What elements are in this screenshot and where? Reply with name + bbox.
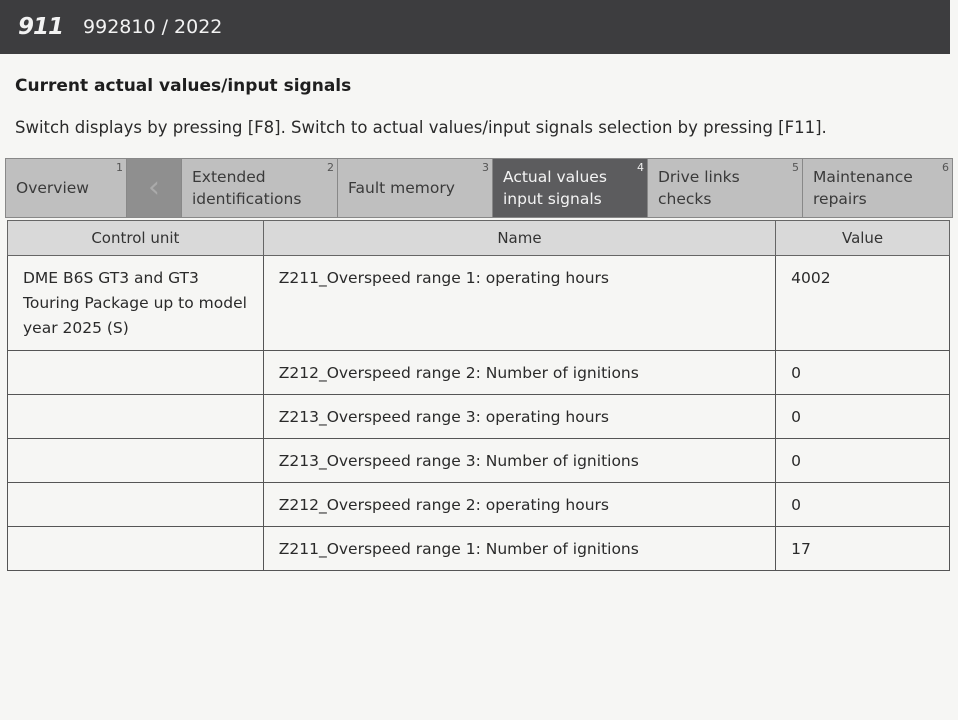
table-row[interactable]	[8, 483, 950, 527]
table-row[interactable]	[8, 351, 950, 395]
column-header-name: Name	[263, 221, 775, 256]
back-tab[interactable]	[127, 158, 182, 218]
signal-name-cell: Z211_Overspeed range 1: operating hours	[263, 256, 775, 351]
header-bar	[0, 0, 950, 54]
table-row[interactable]	[8, 395, 950, 439]
signals-table	[7, 220, 950, 571]
tab-number: 5	[792, 161, 799, 174]
signal-name-cell: Z213_Overspeed range 3: operating hours	[263, 395, 775, 439]
tab-extended-identifications[interactable]	[182, 158, 338, 218]
tab-label: Extended identifications	[192, 167, 302, 208]
instructions-text: Switch displays by pressing [F8]. Switch to actual values/input signals selection by pressing [F11].	[15, 118, 827, 137]
tab-maintenance[interactable]	[803, 158, 953, 218]
signal-value-cell: 4002	[776, 256, 950, 351]
tab-actual-values[interactable]	[493, 158, 648, 218]
tab-fault-memory[interactable]	[338, 158, 493, 218]
signal-name-cell: Z211_Overspeed range 1: Number of ignitions	[263, 527, 775, 571]
tab-label: Fault memory	[348, 178, 455, 197]
control-unit-cell	[8, 395, 264, 439]
control-unit-cell	[8, 527, 264, 571]
tab-label: Overview	[16, 178, 89, 197]
column-header-value: Value	[776, 221, 950, 256]
control-unit-cell	[8, 483, 264, 527]
tab-number: 1	[116, 161, 123, 174]
tab-number: 2	[327, 161, 334, 174]
signal-value-cell: 0	[776, 483, 950, 527]
back-chevron-icon: ‹	[148, 170, 160, 205]
model-logo: 911	[18, 14, 64, 40]
control-unit-cell: DME B6S GT3 and GT3 Touring Package up to model year 2025 (S)	[8, 256, 264, 351]
page-title: Current actual values/input signals	[15, 76, 352, 96]
table-row[interactable]	[8, 439, 950, 483]
tab-label: Maintenance repairs	[813, 167, 913, 208]
signal-value-cell: 17	[776, 527, 950, 571]
table-row[interactable]	[8, 527, 950, 571]
tab-drive-links[interactable]	[648, 158, 803, 218]
tab-number: 4	[637, 161, 644, 174]
signal-value-cell: 0	[776, 439, 950, 483]
table-row[interactable]	[8, 256, 950, 351]
tab-overview[interactable]	[5, 158, 127, 218]
column-header-control-unit: Control unit	[8, 221, 264, 256]
control-unit-cell	[8, 439, 264, 483]
tab-number: 6	[942, 161, 949, 174]
signal-value-cell: 0	[776, 351, 950, 395]
signal-name-cell: Z212_Overspeed range 2: operating hours	[263, 483, 775, 527]
tab-label: Drive links checks	[658, 167, 740, 208]
tab-bar	[5, 158, 953, 218]
table-header-row	[8, 221, 950, 256]
tab-number: 3	[482, 161, 489, 174]
signal-name-cell: Z212_Overspeed range 2: Number of ignitions	[263, 351, 775, 395]
signal-name-cell: Z213_Overspeed range 3: Number of ignitions	[263, 439, 775, 483]
vehicle-identifier: 992810 / 2022	[83, 16, 223, 38]
tab-label: Actual values input signals	[503, 167, 607, 208]
signal-value-cell: 0	[776, 395, 950, 439]
control-unit-cell	[8, 351, 264, 395]
